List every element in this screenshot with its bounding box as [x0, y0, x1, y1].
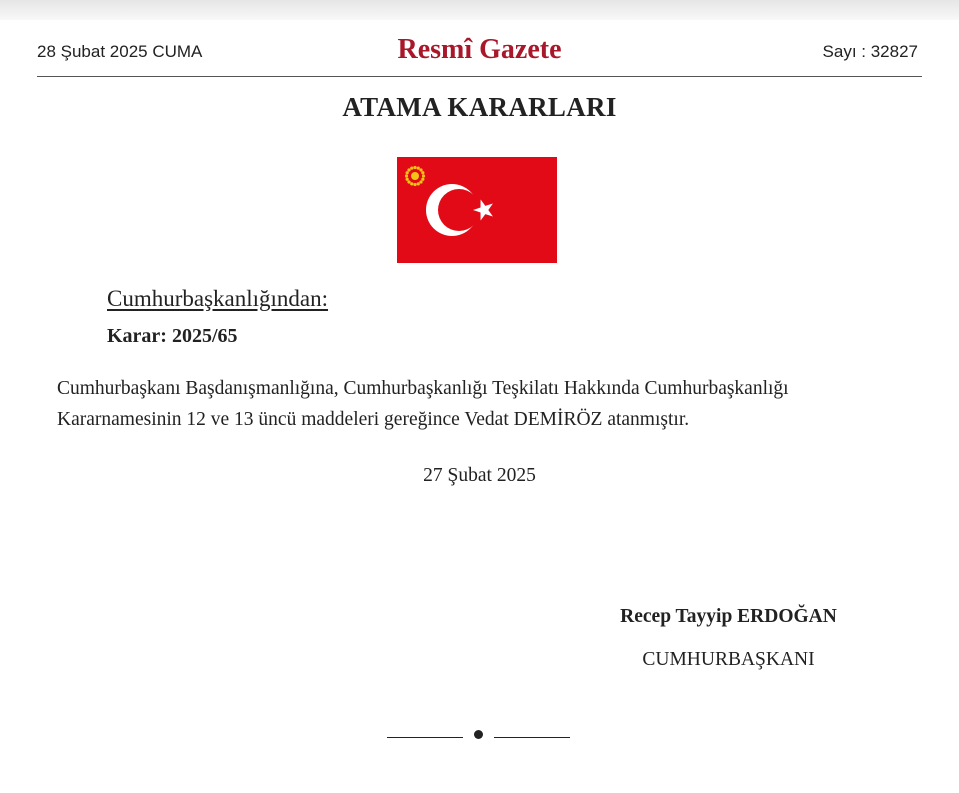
gazette-issue-number: Sayı : 32827	[822, 42, 918, 61]
decree-body-line: Kararnamesinin 12 ve 13 üncü maddeleri gereğince Vedat DEMİRÖZ atanmıştır.	[57, 409, 690, 430]
gazette-title: Resmî Gazete	[397, 34, 562, 65]
end-ornament-line-left	[387, 737, 463, 738]
turkish-presidential-flag-icon	[397, 157, 557, 263]
decree-date: 27 Şubat 2025	[423, 465, 536, 486]
section-heading: ATAMA KARARLARI	[342, 92, 617, 122]
end-ornament-dot	[474, 730, 483, 739]
header-divider	[37, 76, 922, 77]
decision-number: Karar: 2025/65	[107, 325, 238, 347]
gazette-date: 28 Şubat 2025 CUMA	[37, 42, 203, 61]
issuing-authority: Cumhurbaşkanlığından:	[107, 286, 329, 311]
end-ornament-line-right	[494, 737, 570, 738]
signer-name: Recep Tayyip ERDOĞAN	[620, 606, 837, 627]
top-border	[0, 0, 959, 20]
signer-title: CUMHURBAŞKANI	[642, 649, 815, 670]
decree-body-line: Cumhurbaşkanı Başdanışmanlığına, Cumhurbaşkanlığı Teşkilatı Hakkında Cumhurbaşkanlığı	[57, 378, 789, 399]
decree-body	[57, 373, 917, 435]
